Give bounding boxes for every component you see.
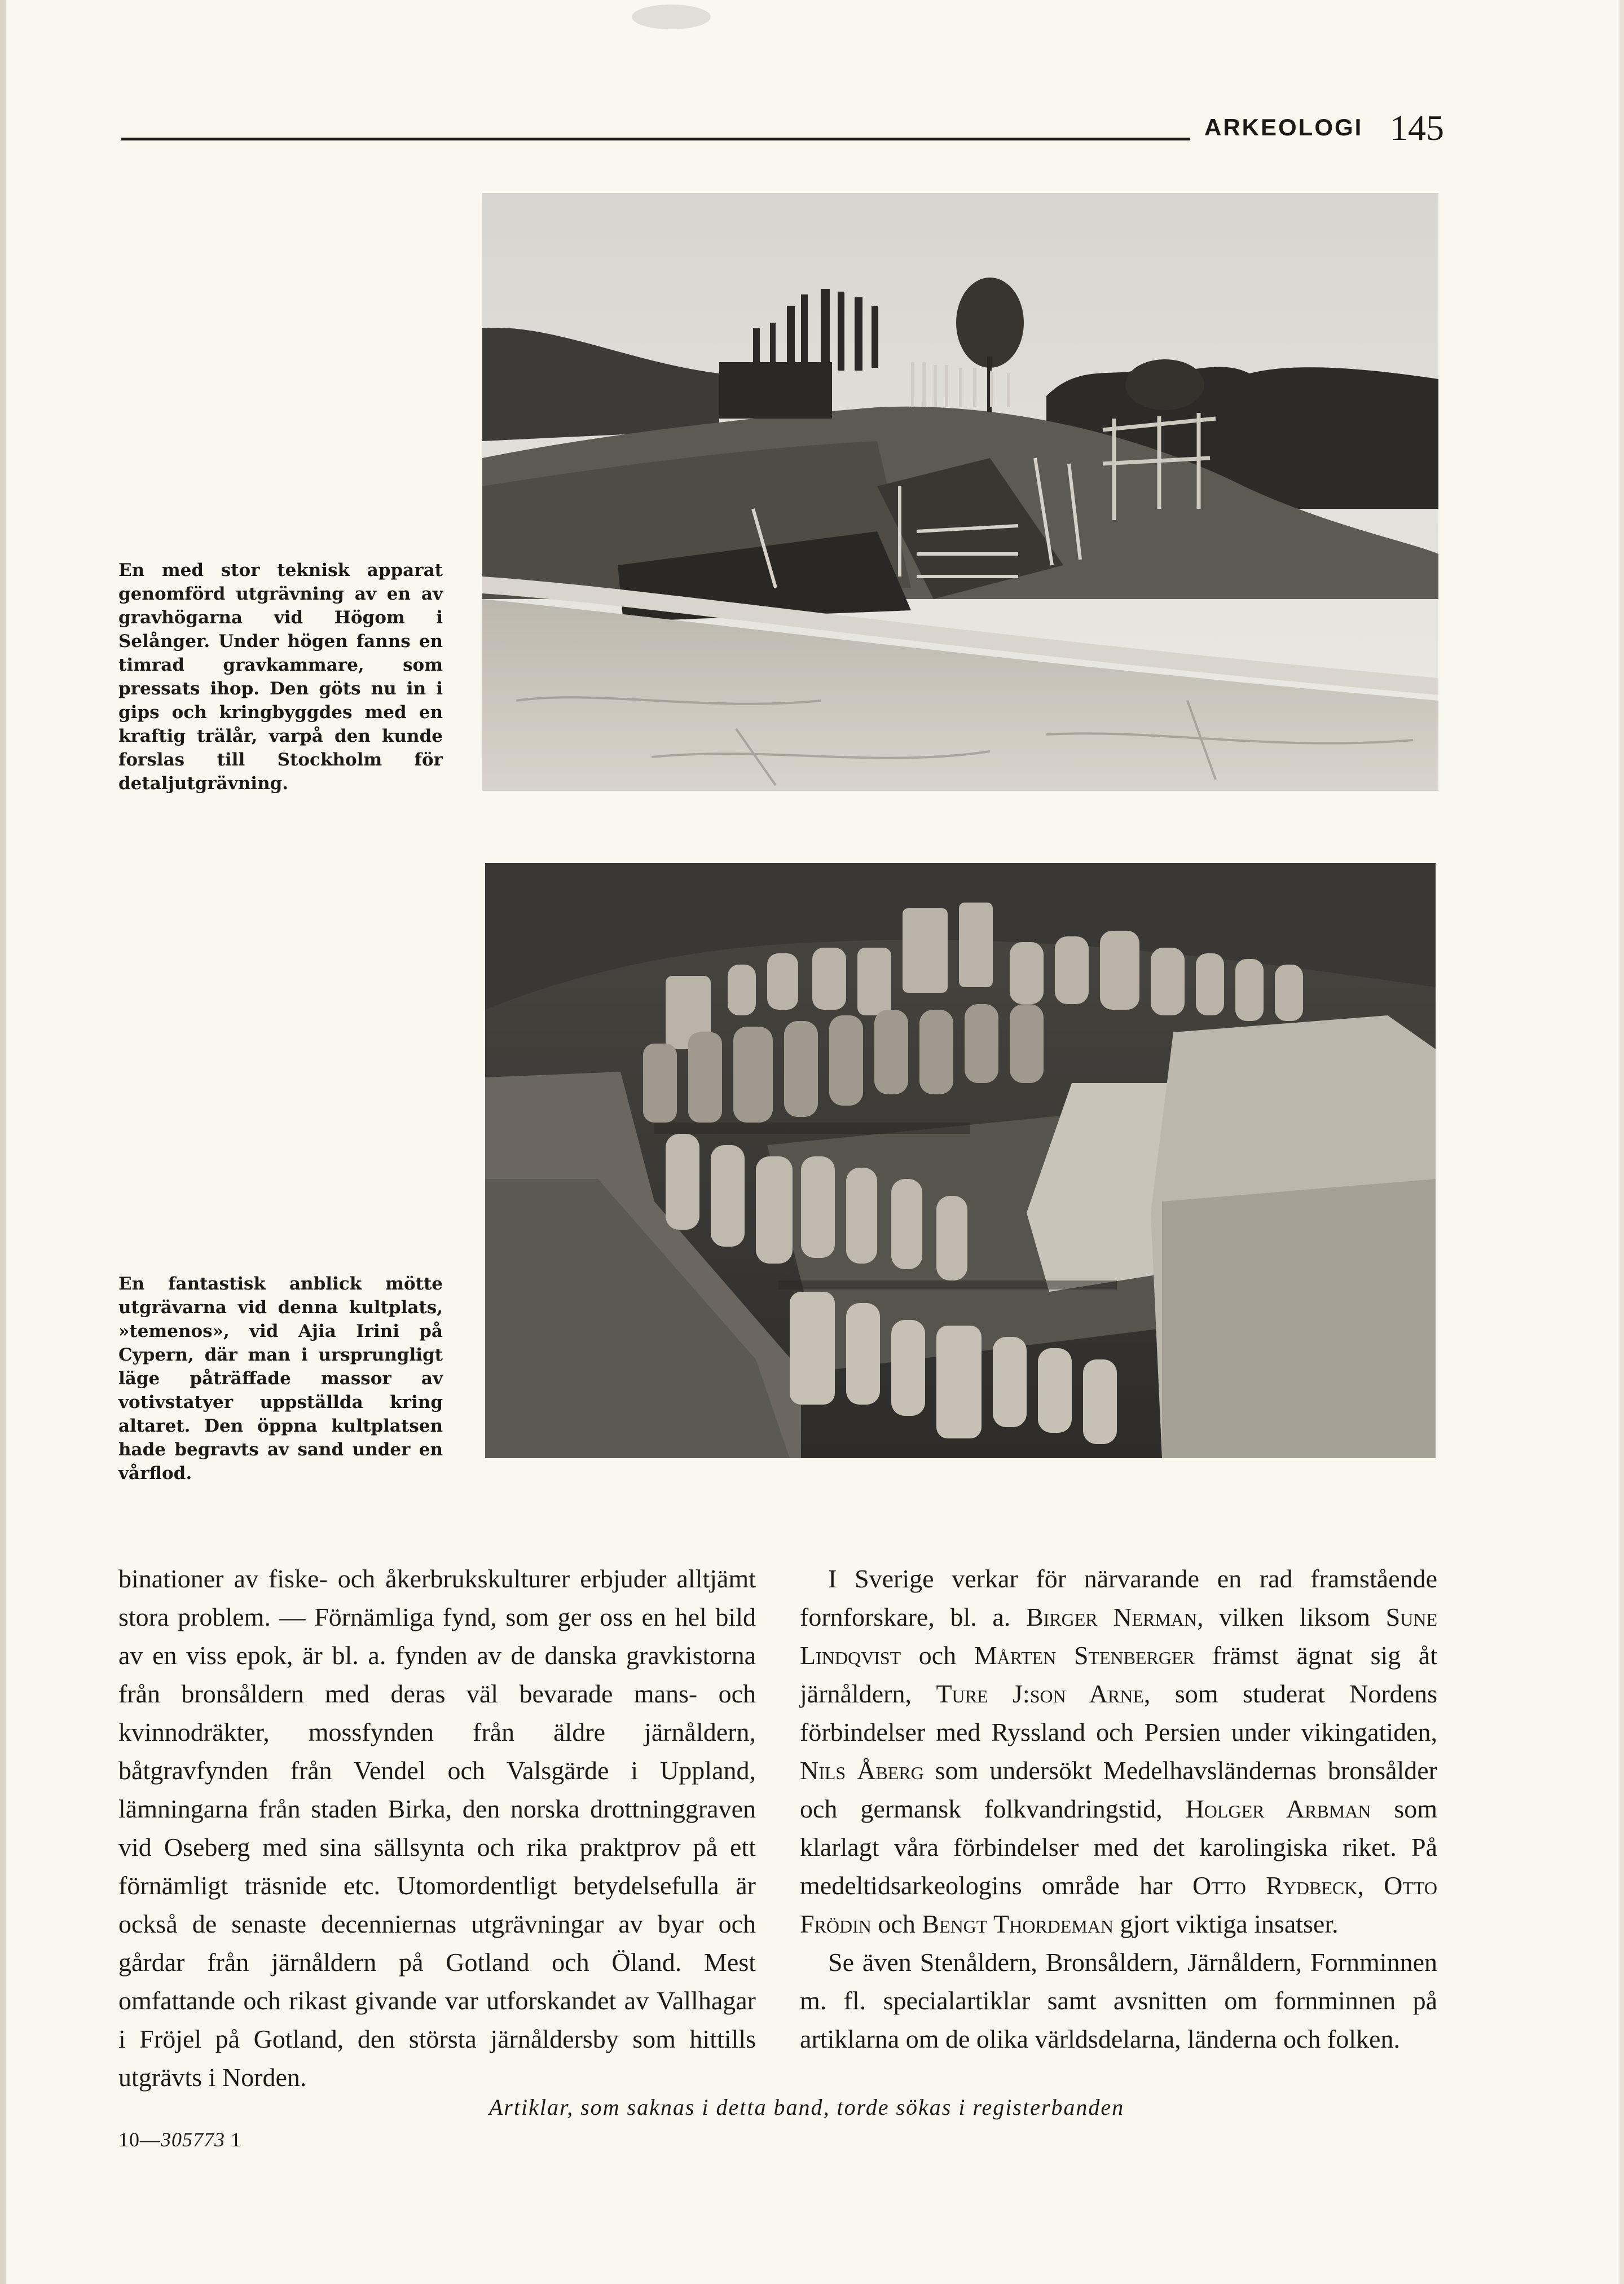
print-smudge-icon: [626, 0, 716, 39]
signature-prefix: 10—: [118, 2128, 161, 2151]
header-rule: [121, 138, 1190, 140]
text-run: och: [878, 1909, 916, 1938]
photo-ajia-irini-illustration: [485, 863, 1436, 1458]
text-run: gjort viktiga insatser.: [1120, 1909, 1339, 1938]
person-name: Mårten Stenberger: [974, 1641, 1195, 1670]
excavation-photo-ajia-irini: [485, 863, 1436, 1458]
person-name: Otto Rydbeck: [1192, 1871, 1358, 1900]
body-column-left: [118, 1560, 756, 2097]
signature-suffix: 1: [231, 2128, 241, 2151]
body-paragraph-scholars: [800, 1560, 1437, 1943]
printer-signature: [118, 2128, 241, 2151]
text-run: , som studerat Nordens förbindelser med Ryssland och Persien under vikingatiden,: [800, 1679, 1437, 1746]
person-name: Birger Nerman: [1026, 1603, 1198, 1631]
photo-hogom-illustration: [482, 193, 1438, 791]
text-run: som undersökt Medelhavsländernas bronsålder och germansk folkvandringstid,: [800, 1756, 1438, 1823]
figure-caption-1: [118, 558, 443, 795]
person-name: Otto Frödin: [800, 1871, 1437, 1938]
text-run: och: [918, 1641, 957, 1670]
body-paragraph-see-also: Se även Stenåldern, Bronsåldern, Järnåldern, Fornminnen m. fl. specialartiklar samt avsnitten om fornminnen på artiklarna om de olika världsdelarna, länderna och folken.: [800, 1948, 1437, 2053]
body-paragraph: binationer av fiske- och åkerbrukskulturer erbjuder alltjämt stora problem. — Förnämliga fynd, som ger oss en hel bild av en viss epok, är bl. a. fynden av de danska gravkistorna från bronsåldern med deras väl bevarade mans- och kvinnodräkter, mossfynden från äldre järnåldern, båtgravfynden från Vendel och Valsgärde i Uppland, lämningarna från staden Birka, den norska drottninggraven vid Oseberg med sina sällsynta och rika praktprov på ett förnämligt träsnide etc. Utomordentligt betydelsefulla är också de senaste decenniernas utgrävningar av byar och gårdar från järnåldern på Gotland och Öland. Mest omfattande och rikast givande var utforskandet av Vallhagar i Fröjel på Gotland, den största järnåldersby som hittills utgrävts i Norden.: [118, 1564, 756, 2092]
text-run: , vilken liksom: [1197, 1603, 1371, 1631]
person-name: Holger Arbman: [1185, 1794, 1371, 1823]
text-run: ,: [1357, 1871, 1364, 1900]
running-head: [121, 103, 1444, 156]
signature-number: 305773: [161, 2128, 225, 2151]
section-title: ARKEOLOGI: [1204, 114, 1363, 140]
body-column-right: [800, 1560, 1437, 2058]
figure-caption-2: [118, 1272, 443, 1485]
person-name: Sune Lindqvist: [800, 1603, 1438, 1670]
person-name: Ture J:son Arne: [936, 1679, 1144, 1708]
page-number: 145: [1390, 108, 1444, 148]
excavation-photo-hogom: [482, 193, 1438, 791]
person-name: Bengt Thordeman: [922, 1909, 1114, 1938]
person-name: Nils Åberg: [800, 1756, 924, 1785]
footer-note: Artiklar, som saknas i detta band, torde sökas i registerbanden: [488, 2094, 1125, 2120]
text-run: I Sverige verkar för närvarande en rad framstående fornforskare, bl. a.: [800, 1564, 1437, 1631]
caption-text: En med stor teknisk apparat genomförd utgrävning av en av gravhögarna vid Högom i Selånger. Under högen fanns en timrad gravkammare, som pressats ihop. Den göts nu in i gips och kringbyggdes med en kraftig trälår, varpå den kunde forslas till Stockholm för detaljutgrävning.: [118, 560, 443, 794]
text-run: som klarlagt våra förbindelser med det karolingiska riket. På medeltidsarkeologins område har: [800, 1794, 1438, 1900]
text-run: främst ägnat sig åt järnåldern,: [800, 1641, 1438, 1708]
caption-text: En fantastisk anblick mötte utgrävarna vid denna kultplats, »temenos», vid Ajia Irini på Cypern, där man i ursprungligt läge påträffade massor av votivstatyer uppställda kring altaret. Den öppna kultplatsen hade begravts av sand under en vårflod.: [118, 1274, 443, 1484]
